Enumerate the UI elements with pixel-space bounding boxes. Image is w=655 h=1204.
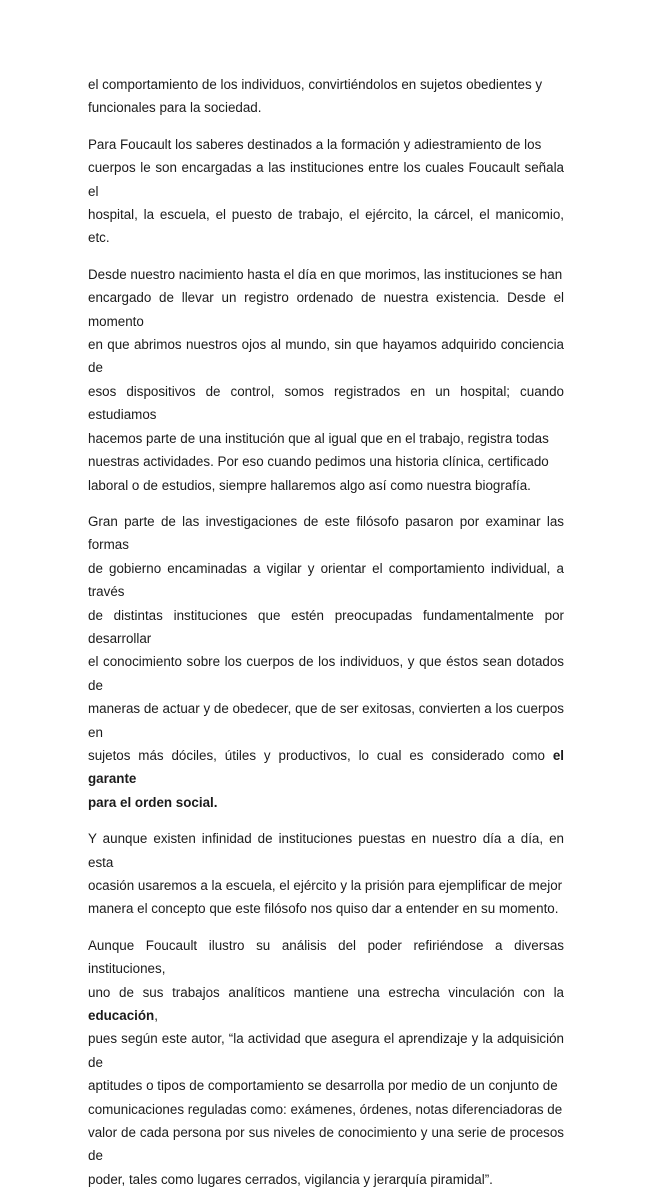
paragraph-6-text-before: Aunque Foucault ilustro su análisis del poder refiriéndose a diversas instituciones, uno de sus trabajos analíticos mantiene una estrecha vinculación con la bbox=[88, 937, 564, 1000]
paragraph-6-bold-text: educación bbox=[88, 1008, 155, 1024]
paragraph-6-text-after: , pues según este autor, “la actividad que asegura el aprendizaje y la adquisición de aptitudes o tipos de comportamiento se desarrolla por medio de un conjunto de comunicaciones reguladas como: exámenes, órdenes, notas diferenciadoras de valor de cada persona por sus niveles de conocimiento y una serie de procesos de poder, tales como lugares cerrados, vigilancia y jerarquía piramidal”. bbox=[88, 1008, 564, 1187]
paragraph-2: Para Foucault los saberes destinados a la formación y adiestramiento de los cuerpos le son encargadas a las instituciones entre los cuales Foucault señala el hospital, la escuela, el puesto de trabajo, el ejército, la cárcel, el manicomio, etc. bbox=[88, 136, 564, 246]
paragraph-4-bold-text: el garante para el orden social. bbox=[88, 747, 564, 810]
paragraph-3: Desde nuestro nacimiento hasta el día en que morimos, las instituciones se han encargado de llevar un registro ordenado de nuestra existencia. Desde el momento en que abrimos nuestros ojos al mundo, sin que hayamos adquirido conciencia de esos dispositivos de control, somos registrados en un hospital; cuando estudiamos hacemos parte de una institución que al igual que en el trabajo, registra todas nuestras actividades. Por eso cuando pedimos una historia clínica, certificado laboral o de estudios, siempre hallaremos algo así como nuestra biografía. bbox=[88, 266, 564, 493]
paragraph-5: Y aunque existen infinidad de instituciones puestas en nuestro día a día, en esta ocasión usaremos a la escuela, el ejército y la prisión para ejemplificar de mejor manera el concepto que este filósofo nos quiso dar a entender en su momento. bbox=[88, 831, 564, 917]
paragraph-4 bbox=[88, 510, 564, 814]
document-page bbox=[88, 73, 564, 1204]
paragraph-1: el comportamiento de los individuos, convirtiéndolos en sujetos obedientes y funcionales para la sociedad. bbox=[88, 77, 543, 116]
paragraph-6 bbox=[88, 934, 564, 1191]
paragraph-4-text: Gran parte de las investigaciones de este filósofo pasaron por examinar las formas de gobierno encaminadas a vigilar y orientar el comportamiento individual, a través de distintas instituciones que estén preocupadas fundamentalmente por desarrollar el conocimiento sobre los cuerpos de los individuos, y que éstos sean dotados de maneras de actuar y de obedecer, que de ser exitosas, convierten a los cuerpos en sujetos más dóciles, útiles y productivos, lo cual es considerado como bbox=[88, 513, 564, 763]
